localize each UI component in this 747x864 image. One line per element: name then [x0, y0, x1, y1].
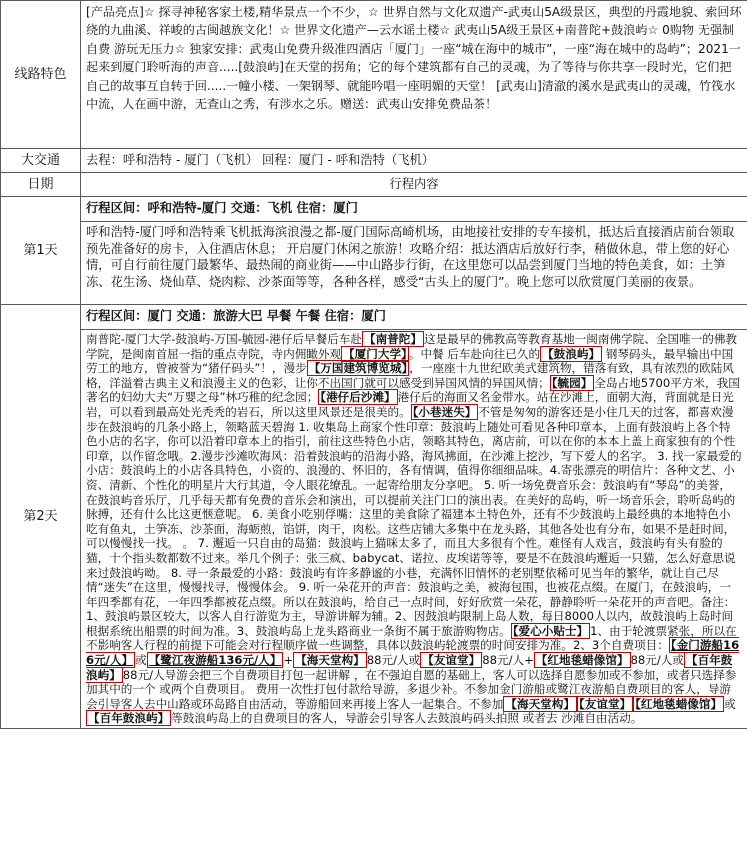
day2-label: 第2天 — [1, 305, 81, 729]
egret-river-cruise-highlight: 【鹭江夜游船136元/人】 — [148, 653, 282, 668]
day2-seg-11: + — [283, 653, 294, 668]
day2-seg-15: 88元/人导游会把三个自费项目打包一起讲解 ，在不强迫自愿的基础上，客人可以选择自愿参加或不参加，或者只选择参加其中的一个 或两个自费项目。 费用一次性打包付款给导游，多退少补。不参加金门游船或鹭江夜游船自费项目的客人，导游会引导客人去中山路或环岛路自由活动，等游船回来再接上客人一起集合。不参加 — [86, 667, 737, 711]
day2-seg-1: 南普陀-厦门大学-鼓浪屿-万国-毓园-港仔后早餐后车赴 — [86, 332, 362, 346]
day2-seg-16: 或 — [724, 696, 736, 711]
day2-info: 行程区间：厦门 交通：旅游大巴 早餐 午餐 住宿：厦门 — [81, 305, 747, 330]
gangzaihou-highlight: 【港仔后沙滩】 — [320, 390, 396, 405]
day1-text: 呼和浩特-厦门呼和浩特乘飞机抵海滨浪漫之都-厦门国际高崎机场，由地接社安排的专车接机，抵达后直接酒店前台领取预先准备好的房卡，入住酒店休息； 开启厦门休闲之旅游！攻略介绍：抵达酒店后放好行李，稍做休息，带上您的好心情，可自行前往厦门最繁华、最热闹的商业街——中山路步行街，在这里您可以品尝到厦门当地的特色美食，如：土笋冻、花生汤、烧仙草、烧肉粽、沙茶面等等，各种各样，感受“古头上的厦门”。晚上您可以欣赏厦门美丽的夜景。 — [81, 222, 747, 305]
day2-detail-row — [1, 330, 747, 729]
youyitang-highlight: 【友谊堂】 — [422, 653, 481, 668]
day2-row — [1, 305, 747, 330]
day2-seg-14: 88元/人或 — [630, 653, 684, 668]
features-text: [产品亮点]☆ 探寻神秘客家土楼,精华景点一个不少，☆ 世界自然与文化双遗产-武夷山5A级景区，典型的丹霞地貌、索回环绕的九曲溪、祥峻的古闽越族文化！☆ 世界文化遗产—云水谣土楼☆ 武夷山5A级王景区+南普陀+鼓浪屿☆ 0购物 无强制自费 游玩无压力☆ 独家安排：武夷山免费升级准四酒店「厦门」一座“城在海中的城市”，一座“海在城中的岛屿”；2021一起来到厦门聆听海的声音.....[鼓浪屿]在天堂的拐角；它的每个建筑都有自己的灵魂，为了等待与你共享一段时光，它们把自己的故事互自转于回.....一幢小楼、一架钢琴、就能吟唱一座明媚的天堂！ [武夷山]清澈的溪水是武夷山的灵魂，竹筏水中流，人在画中游，无查山之秀，有涉水之乐。赠送：武夷山安排免费品茶！ — [81, 1, 747, 149]
day2-seg-8: 不管是匆匆的游客还是小住几天的过客，都喜欢漫步在鼓浪屿的几条小路上，领略蓝天碧海 1. 收集岛上商家个性印章：鼓浪屿上随处可看见各种印章本，上面有鼓浪屿上各个特色小店的名字，你可以沿着印章本上的指引，前往这些特色小店，领略其特色，离店前，可以在你的本本上盖上商家独有的个性印章，以作留念哦。2.漫步沙滩吹海风：沿着鼓浪屿的沿海小路，海风拂面，在沙滩上挖沙，写下爱人的名字。 3. 找一家最爱的小店：鼓浪屿上的小店各具特色，小资的、浪漫的、怀旧的，各有情调，值得你细细品味。4.寄张漂亮的明信片：各种文艺、小资、清新、个性化的明星片大行其道，令人眼花缭乱。一起寄给朋友分享吧。 5. 听一场免费音乐会：鼓浪屿有“琴岛”的美誉，在鼓浪屿音乐厅，几乎每天都有免费的音乐会和演出，可以提前关注门口的演出表。在美好的岛屿，听一场音乐会，聆听岛屿的脉搏，还有什么比这更惬意呢。 6. 美食小吃别俘嘴：这里的美食除了福建本土特色外，还有不少鼓浪屿上最经典的本地特色小吃有鱼丸，土笋冻、沙茶面，海蛎煎，馅饼，肉干，肉松。这些店铺大多集中在龙头路，其他各处也有分布，如果不是赶时间，可以慢慢找一找。 。 7. 邂逅一只自由的岛猫：鼓浪屿上猫咪太多了，而且大多很有个性。难怪有人戏言，鼓浪屿有头有脸的猫，十个指头数都数不过来。举几个例子：张三疯、babycat、诺拉、皮埃诺等等，要是不在鼓浪屿邂逅一只猫，怎么好意思说来过鼓浪屿呦。 8. 寻一条最爱的小路：鼓浪屿有许多静谧的小巷，充满怀旧情怀的老别墅依稀可见当年的繁华，就让自己尽情“迷失”在这里，慢慢找寻，慢慢体会。 9. 听一朵花开的声音：鼓浪屿之美，被海包围，也被花点缀。在厦门，在鼓浪屿，一年四季都有花，一年四季都被花点缀。所以在鼓浪屿，给自己一点时间，好好欣赏一朵花，静静聆听一朵花开的声音吧。备注： 1、鼓浪屿景区较大，以客人自行游览为主，导游讲解为辅。2、因鼓浪屿限制上岛人数，每日8000人以内，故鼓浪屿上岛时间根据系统出船票的时间为准。3、鼓浪屿岛上龙头路商业一条街不属于旅游购物店。 — [86, 404, 742, 638]
youyitang-highlight-2: 【友谊堂】 — [578, 696, 632, 711]
kinmen-cruise-highlight: 【金门游船166元/人】 — [86, 638, 740, 668]
day2-seg-6: 全岛占地5700平方米，我国著名的妇幼大夫“万婴之母”林巧稚的纪念园； — [86, 375, 740, 405]
wax-museum-highlight: 【红地毯蜡像馆】 — [535, 653, 629, 668]
content-header: 行程内容 — [81, 173, 747, 197]
haitiantanggou-highlight-2: 【海天堂构】 — [505, 696, 575, 711]
day2-seg-12: 88元/人或 — [366, 653, 421, 668]
day2-seg-4: 钢琴码头，最早输出中国劳工的地方，曾被誉为“猪仔码头”！，漫步 — [86, 346, 734, 376]
haitiantanggou-highlight: 【海天堂构】 — [295, 653, 365, 668]
day1-row — [1, 197, 747, 222]
day1-label: 第1天 — [1, 197, 81, 305]
tips-highlight: 【爱心小贴士】 — [512, 623, 589, 638]
century-gulangyu-highlight: 【百年鼓浪屿】 — [86, 653, 733, 682]
day2-seg-13: 88元/人+ — [482, 653, 534, 668]
header-row — [1, 173, 747, 197]
features-row — [1, 1, 747, 149]
xiamen-university-highlight: 【厦门大学】 — [343, 346, 407, 361]
lanes-highlight: 【小巷迷失】 — [412, 404, 477, 419]
date-header: 日期 — [1, 173, 81, 197]
day2-seg-10: 或 — [135, 653, 147, 668]
day2-seg-9: 1、由于轮渡票紧张，所以在不影响客人行程的前提下可能会对行程顺序做一些调整，具体以鼓浪屿轮渡票的时间安排为准。2、3个自费项目： — [86, 623, 737, 653]
day2-seg-5: ，一座座十九世纪欧美式建筑物，错落有致，具有浓烈的欧陆风格，洋溢着古典主义和浪漫主义的色彩，让你不出国门就可以感受到异国风情的异国风情； — [86, 361, 734, 390]
gulangyu-highlight: 【鼓浪屿】 — [542, 346, 601, 361]
century-gulangyu-highlight-2: 【百年鼓浪屿】 — [88, 711, 170, 726]
day2-text — [81, 330, 747, 729]
transport-label: 大交通 — [1, 149, 81, 173]
day2-seg-2: 这是最早的佛教高等教育基地一闽南佛学院、全国唯一的佛教学院，是闽南首屈一指的重点寺院，寺内佣瞰外观 — [86, 332, 738, 361]
day2-seg-7: 港仔后的海面又名金带水。站在沙滩上，面朝大海，背面就是日光岩，可以看到最高处光秃秃的岩石，所以这里风景还是很美的。 — [86, 390, 734, 419]
wax-museum-highlight-2: 【红地毯蜡像馆】 — [635, 696, 723, 711]
day2-seg-17: 等鼓浪屿岛上的自费项目的客人，导游会引导客人去鼓浪屿码头拍照 或者去 沙滩自由活动。 — [171, 711, 643, 726]
day1-detail-row — [1, 222, 747, 305]
transport-row — [1, 149, 747, 173]
wanguo-highlight: 【万国建筑博览城】 — [308, 361, 408, 376]
yuyuan-highlight: 【毓园】 — [551, 375, 593, 390]
features-label: 线路特色 — [1, 1, 81, 149]
day1-info: 行程区间：呼和浩特-厦门 交通：飞机 住宿：厦门 — [81, 197, 747, 222]
day2-seg-3: 。中餐 后车赴向往已久的 — [408, 346, 541, 361]
transport-text: 去程：呼和浩特 - 厦门（飞机） 回程：厦门 - 呼和浩特（飞机） — [81, 149, 747, 173]
nanputuo-highlight: 【南普陀】 — [363, 332, 422, 346]
